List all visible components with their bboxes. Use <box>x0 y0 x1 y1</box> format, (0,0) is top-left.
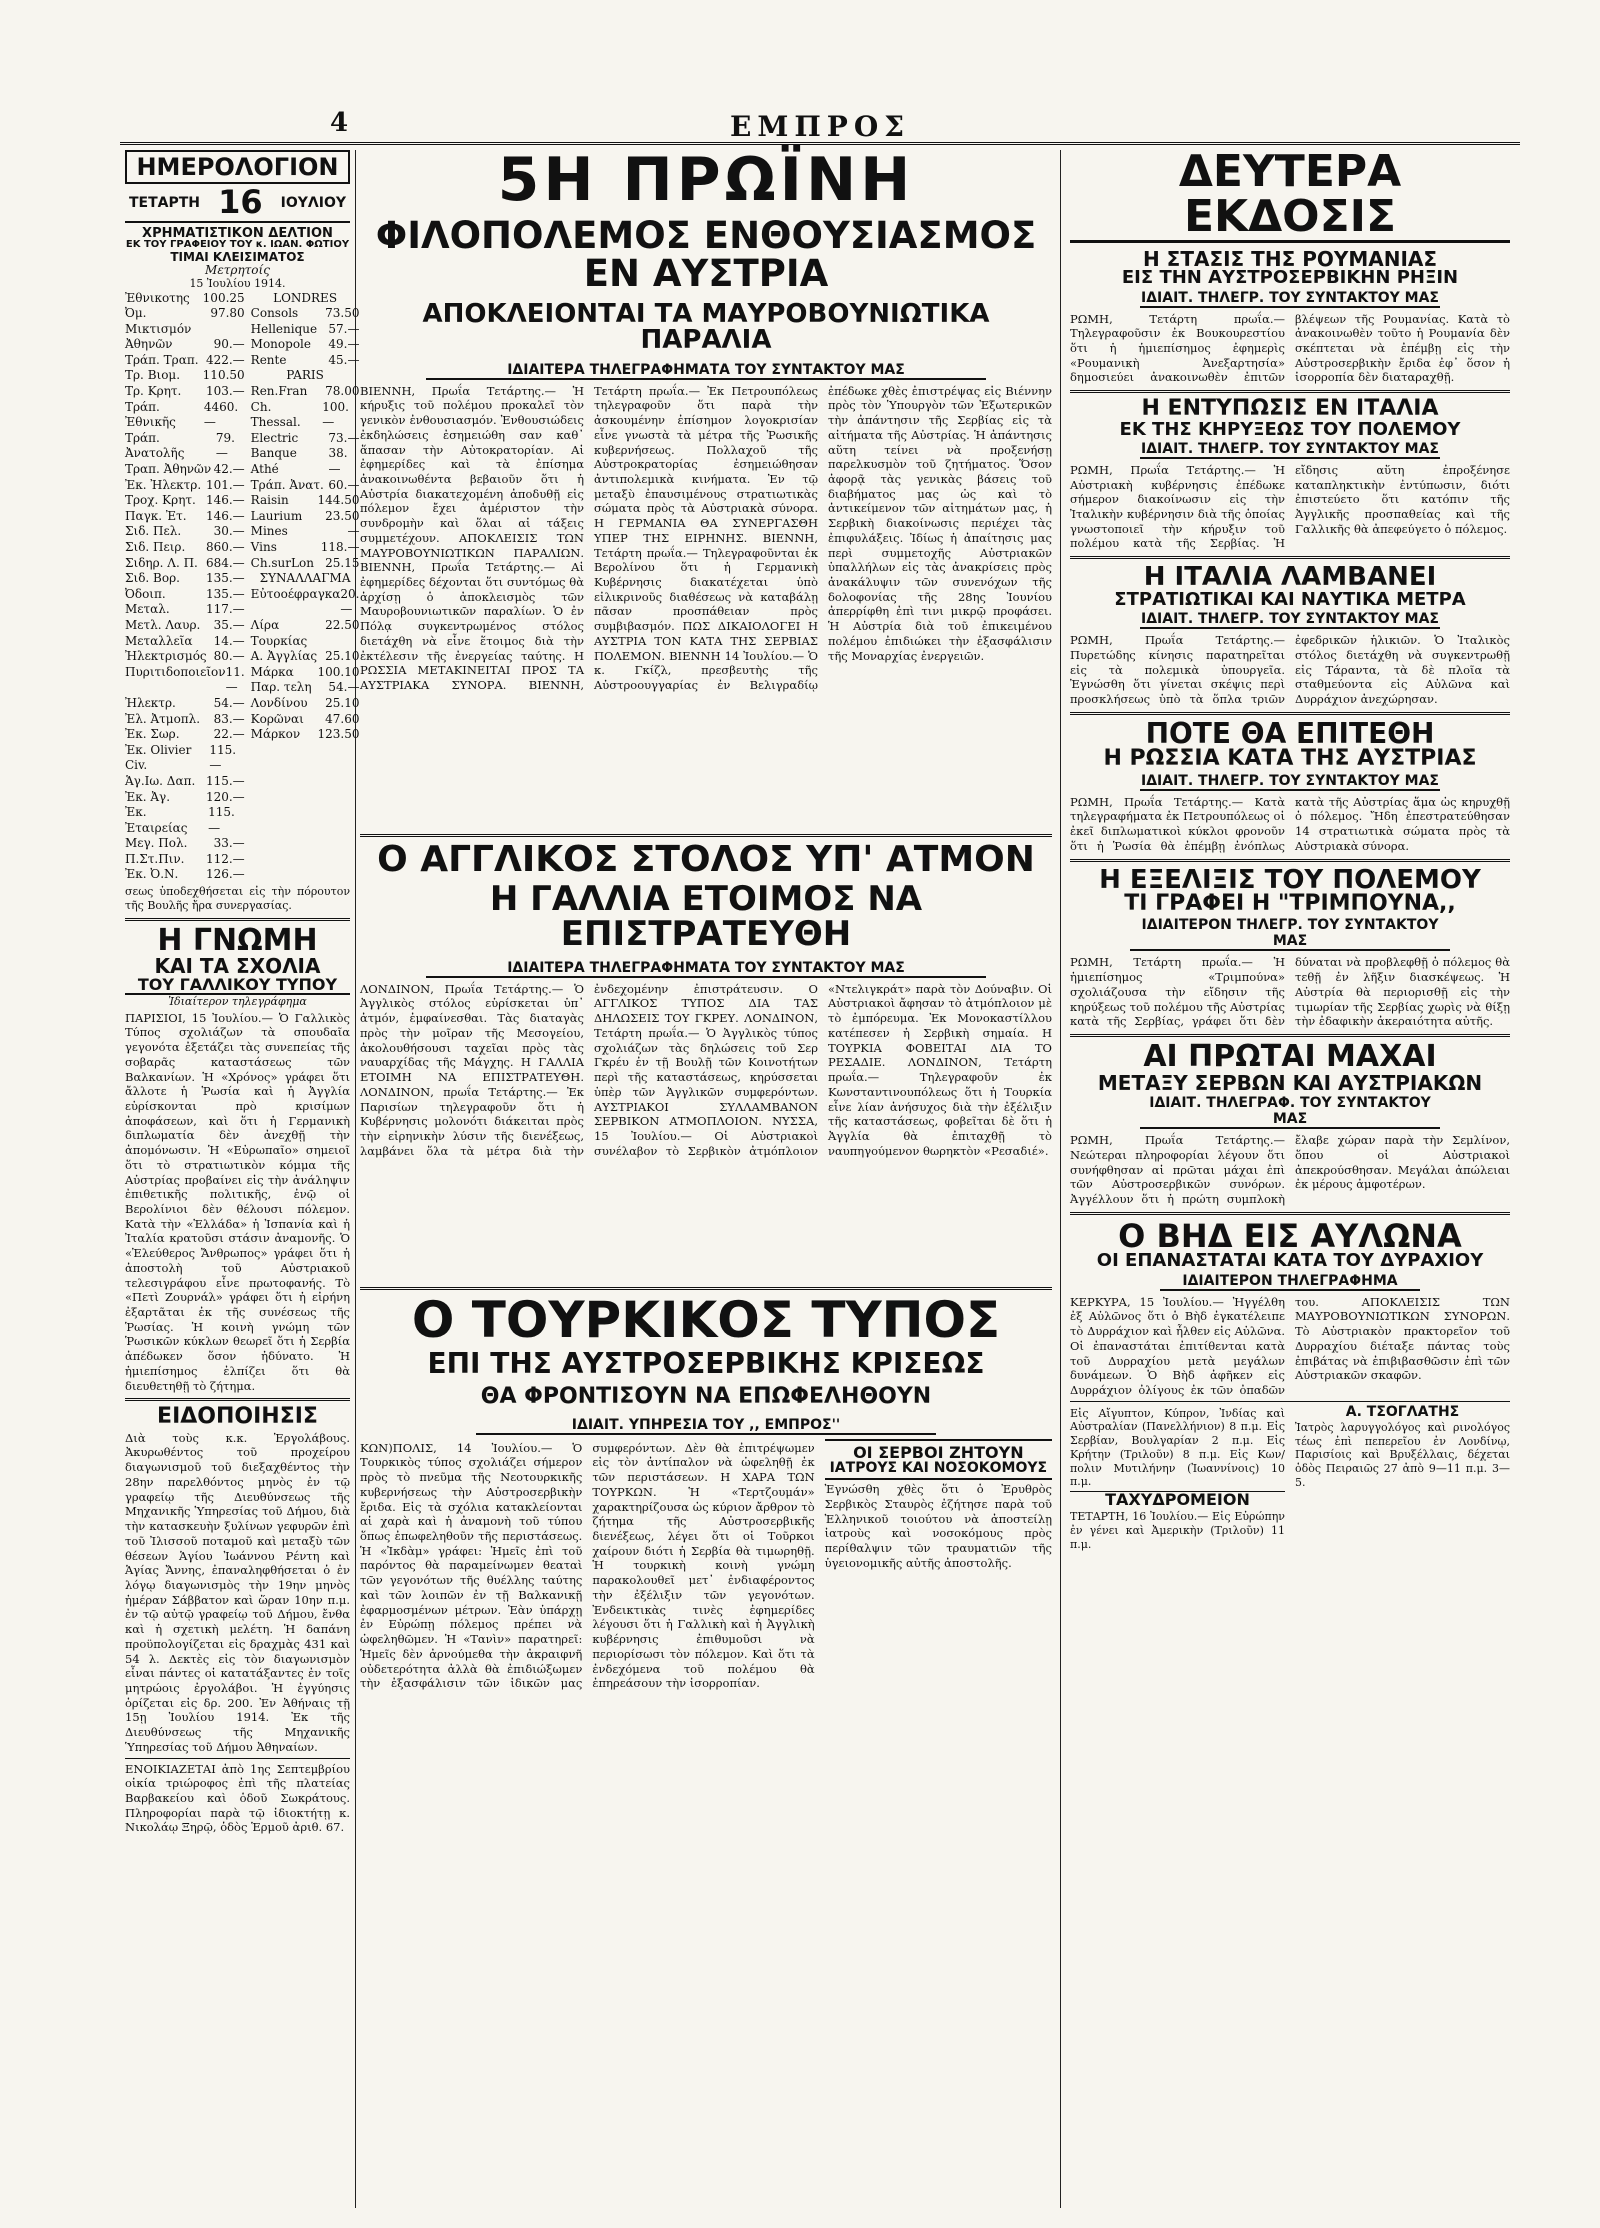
market-row-name: Μεταλ. <box>125 602 170 617</box>
russia-body: ΡΩΜΗ, Πρωΐα Τετάρτης.— Κατὰ τηλεγραφήματα ἐκ Πετρουπόλεως οἱ ἐκεῖ διπλωματικοὶ κύκλοι φρονοῦν ὅτι ἡ Ῥωσία θὰ ἐπέμβῃ ἐνόπλως κατὰ τῆς Αὐστρίας ἅμα ὡς κηρυχθῇ ὁ πόλεμος. Ἤδη ἐπεστρατεύθησαν 14 στρατιωτικὰ σώματα πρὸς τὰ Αὐστριακὰ σύνορα. <box>1070 794 1510 853</box>
market-row-name: Σιδ. Πελ. <box>125 524 182 539</box>
market-row <box>125 836 245 852</box>
market-row-value: 146.— <box>205 508 245 523</box>
turkish-headline-1: Ο ΤΟΥΡΚΙΚΟΣ ΤΥΠΟΣ <box>411 1290 1001 1349</box>
market-row-value: 115.— <box>208 805 235 835</box>
market-note: σεως ὑποδεχθήσεται εἰς τὴν πόρουτον τῆς Βουλῆς ἤρα συνεργασίας. <box>125 885 350 912</box>
market-row-name: Λίρα Τουρκίας <box>250 617 308 648</box>
market-row <box>251 696 360 712</box>
romania-body: ΡΩΜΗ, Τετάρτη πρωΐα.— Τηλεγραφοῦσιν ἐκ Βουκουρεστίου ὅτι ἡ ἡμιεπίσημος ἐφημερὶς «Ρουμανικὴ Ἀνεξαρτησία» δημοσιεύει ἀνακοινωθὲν ἐπιτῶν βλέψεων τῆς Ρουμανίας. Κατὰ τὸ ἀνακοινωθὲν τοῦτο ἡ Ρουμανία δὲν σκέπτεται νὰ ἐπέμβῃ εἰς τὴν Αὐστροσερβικὴν ἔριδα ἐφ᾽ ὅσον ἡ ἰσορροπία δὲν διαταραχθῇ. <box>1070 311 1510 385</box>
fleet-headline-1: Ο ΑΓΓΛΙΚΟΣ ΣΤΟΛΟΣ ΥΠ' ΑΤΜΟΝ <box>377 838 1035 880</box>
market-row <box>125 649 245 665</box>
paris-list <box>251 384 360 571</box>
market-row <box>125 743 245 774</box>
market-row <box>125 602 245 618</box>
market-row-value: 45.— <box>328 352 360 367</box>
market-row-name: Monopole <box>250 337 311 352</box>
market-row-name: Ch. Thessal. <box>250 399 301 430</box>
market-row-name: Σιδ. Πειρ. <box>125 540 186 555</box>
war-evolution-title-2: ΤΙ ΓΡΑΦΕΙ Η "ΤΡΙΜΠΟΥΝΑ,, <box>1124 891 1456 917</box>
russia-title-1: ΠΟΤΕ ΘΑ ΕΠΙΤΕΘΗ <box>1145 716 1435 750</box>
market-row-name: Τραπ. Ἀθηνῶν <box>125 462 212 477</box>
opinion-subtitle-2: ΤΟΥ ΓΑΛΛΙΚΟΥ ΤΥΠΟΥ <box>125 977 350 995</box>
fleet-body: ΛΟΝΔΙΝΟΝ, Πρωΐα Τετάρτης.— Ὁ Ἀγγλικὸς στόλος εὑρίσκεται ὑπ᾽ ἀτμόν, ἐμφαίνεσθαι. Τὰς διαταγὰς πρὸς τὴν μοῖραν τῆς Μεσογείου, ἀκολουθήσουσι ταχεῖαι πρὸς τὰς ναυαρχίδας τῆς Μάγχης. Η ΓΑΛΛΙΑ ΕΤΟΙΜΗ ΝΑ ΕΠΙΣΤΡΑΤΕΥΘΗ. ΛΟΝΔΙΝΟΝ, πρωΐα Τετάρτης.— Ἐκ Παρισίων τηλεγραφοῦν ὅτι ἡ Κυβέρνησις μολονότι διάκειται πρὸς τὴν εἰρηνικὴν λύσιν τῆς διενέξεως, λαμβάνει ὅλα τὰ μέτρα διὰ τὴν ἐνδεχομένην ἐπιστράτευσιν. Ο ΑΓΓΛΙΚΟΣ ΤΥΠΟΣ ΔΙΑ ΤΑΣ ΔΗΛΩΣΕΙΣ ΤΟΥ ΓΚΡΕΥ. ΛΟΝΔΙΝΟΝ, Τετάρτη πρωΐα.— Ὁ Ἀγγλικὸς τύπος σχολιάζων τὰς δηλώσεις τοῦ Σερ Γκρέυ ἐν τῇ Βουλῇ τῶν Κοινοτήτων περὶ τῆς καταστάσεως, κηρύσσεται ὑπὲρ τῶν Ἀγγλικῶν συμφερόντων. ΑΥΣΤΡΙΑΚΟΙ ΣΥΛΛΑΜΒΑΝΟΝ ΣΕΡΒΙΚΟΝ ΑΤΜΟΠΛΟΙΟΝ. ΝΥΣΣΑ, 15 Ἰουλίου.— Οἱ Αὐστριακοὶ συνέλαβον τὸ Σερβικὸν ἀτμόπλοιον «Ντελιγκράτ» παρὰ τὸν Δούναβιν. Οἱ Αὐστριακοὶ ἄφησαν τὸ ἀτμόπλοιον μὲ τὸ ἐμπόρευμα. Ἐκ Μονοκαστίλλου κατέπεσεν ἡ Σερβικὴ σημαία. Η ΤΟΥΡΚΙΑ ΦΟΒΕΙΤΑΙ ΔΙΑ ΤΟ ΡΕΣΑΔΙΕ. ΛΟΝΔΙΝΟΝ, Τετάρτη πρωΐα.— Τηλεγραφοῦν ἐκ Κωνσταντινουπόλεως ὅτι ἡ Τουρκία εἶνε λίαν ἀνήσυχος διὰ τὴν ἐξέλιξιν τῆς καταστάσεως, φοβεῖται δὲ ὅτι ἡ Ἀγγλία θὰ ἐπιταχθῇ τὸ ναυπηγούμενον θωρηκτὸν «Ρεσαδιέ». <box>360 981 1052 1158</box>
month: ΙΟΥΛΙΟΥ <box>280 194 346 211</box>
market-row-value: 100.10 <box>317 664 360 679</box>
wied-body: ΚΕΡΚΥΡΑ, 15 Ἰουλίου.— Ἠγγέλθη ἐξ Αὐλῶνος ὅτι ὁ Βὴδ ἐγκατέλειπε τὸ Δυρράχιον καὶ ἦλθεν εἰς Αὐλῶνα. Οἱ ἐπαναστάται ἐπιτίθενται κατὰ τοῦ Δυρραχίου μετὰ μεγάλων δυνάμεων. Ὁ Βὴδ ἀφῆκεν εἰς Δυρράχιον ὀλίγους ἐκ τῶν ὀπαδῶν του. ΑΠΟΚΛΕΙΣΙΣ ΤΩΝ ΜΑΥΡΟΒΟΥΝΙΩΤΙΚΩΝ ΣΥΝΟΡΩΝ. Τὸ Αὐστριακὸν πρακτορεῖον τοῦ Δυρραχίου διέταξε πάντας τοὺς ἐπιβάτας νὰ ἐπιβιβασθῶσιν ἐπὶ τῶν Αὐστριακῶν σκαφῶν. <box>1070 1294 1510 1397</box>
market-row <box>125 400 245 431</box>
opinion-byline: Ἰδιαίτερον τηλεγράφημα <box>168 994 307 1008</box>
romania-title-2: ΕΙΣ ΤΗΝ ΑΥΣΤΡΟΣΕΡΒΙΚΗΝ ΡΗΞΙΝ <box>1121 267 1459 289</box>
main-subhead: ΑΠΟΚΛΕΙΟΝΤΑΙ ΤΑ ΜΑΥΡΟΒΟΥΝΙΩΤΙΚΑ ΠΑΡΑΛΙΑ <box>422 298 990 356</box>
market-row <box>125 306 245 337</box>
market-row-name: Ἀθηνῶν <box>125 337 173 352</box>
doctor-ad <box>1295 1405 1510 1554</box>
page-number: 4 <box>330 108 349 138</box>
first-battles-byline: ΙΔΙΑΙΤ. ΤΗΛΕΓΡΑΦ. ΤΟΥ ΣΥΝΤΑΚΤΟΥ ΜΑΣ <box>1140 1095 1440 1129</box>
market-row-value: 103.— <box>205 384 245 399</box>
market-row-value: 422.— <box>205 352 245 367</box>
market-row <box>125 665 245 696</box>
serbs-title-1: ΟΙ ΣΕΡΒΟΙ ΖΗΤΟΥΝ <box>825 1439 1052 1461</box>
opinion-title: Η ΓΝΩΜΗ <box>157 922 318 958</box>
market-row-value: 101.— <box>205 477 245 492</box>
market-row-name: Ἐκ. Σωρ. <box>125 727 180 742</box>
turkish-section <box>360 1439 1052 2003</box>
market-row <box>251 478 360 494</box>
market-row-name: Τροχ. Κρητ. <box>125 493 196 508</box>
market-row-name: Τράπ. Τραπ. <box>125 352 199 367</box>
market-row <box>125 291 245 307</box>
market-row <box>125 774 245 790</box>
market-row-value: 73.— <box>328 430 360 445</box>
market-row-value: 30.— <box>213 524 245 539</box>
market-row-value: 11.— <box>225 664 245 695</box>
fleet-byline: ΙΔΙΑΙΤΕΡΑ ΤΗΛΕΓΡΑΦΗΜΑΤΑ ΤΟΥ ΣΥΝΤΑΚΤΟΥ ΜΑΣ <box>426 960 986 978</box>
market-row-value: 90.— <box>213 337 245 352</box>
first-battles-title-2: ΜΕΤΑΞΥ ΣΕΡΒΩΝ ΚΑΙ ΑΥΣΤΡΙΑΚΩΝ <box>1097 1070 1483 1095</box>
market-row <box>251 322 360 338</box>
market-row <box>251 587 360 618</box>
london-title: LONDRES <box>273 290 338 305</box>
market-row-name: Ἐκ. Olivier Civ. <box>125 742 192 773</box>
market-row <box>251 337 360 353</box>
opinion-body: ΠΑΡΙΣΙΟΙ, 15 Ἰουλίου.— Ὁ Γαλλικὸς Τύπος σχολιάζων τὰ σπουδαῖα γεγονότα ἐξετάζει τὰς συνεπείας τῆς σοβαρᾶς καταστάσεως τῶν Βαλκανίων. Ἡ «Χρόνος» γράφει ὅτι ἄλλοτε ἡ Ῥωσία καὶ ἡ Ἀγγλία εὑρίσκονται πρὸ κρισίμων ἀποφάσεων, καὶ ὅτι ἡ Γερμανικὴ διπλωματία δὲν ἀνεχθῇ τὴν ἀπομόνωσιν. Ἡ «Εὐρωπαῖο» σημειοῖ ὅτι τὸ στρατιωτικὸν κόμμα τῆς Αὐστρίας προβαίνει εἰς τὴν ἀνάληψιν ἐπιθετικῆς πολιτικῆς, ἐνῷ οἱ Βερολίνιοι δὲν θέλουσι πόλεμον. Κατὰ τὴν «Ἑλλάδα» ἡ Ἰσπανία καὶ ἡ Ἰταλία κρατοῦσι στάσιν ἀναμονῆς. Ὁ «Ἐλεύθερος Ἄνθρωπος» γράφει ὅτι ἡ ἀποστολὴ τοῦ Αὐστριακοῦ τελεσιγράφου εἶνε πρωτοφανής. Τὸ «Πετὶ Ζουρνάλ» γράφει ὅτι ἡ εἰρήνη ἐξαρτᾶται ἐκ τῆς συνέσεως τῆς Ῥωσίας. Ἡ κοινὴ γνώμη τῶν Ῥωσικῶν κύκλων θεωρεῖ ὅτι ἡ Σερβία ἀπέδωκεν ὅσον ἠδύνατο. Ἡ ἡμιεπίσημος ἐλπίζει ὅτι θὰ διευθετηθῇ τὸ ζήτημα. <box>125 1010 350 1393</box>
market-row-name: Μετλ. Λαυρ. <box>125 617 201 632</box>
market-row-name: Τράπ. Ἀνατολῆς <box>125 430 185 461</box>
calendar-title: ΗΜΕΡΟΛΟΓΙΟΝ <box>125 150 350 184</box>
post-title: ΤΑΧΥΔΡΟΜΕΙΟΝ <box>1070 1491 1285 1508</box>
edition-title: 5Η ΠΡΩΪΝΗ <box>497 145 915 215</box>
cash-label: Μετρητοίς <box>205 262 270 277</box>
market-row-value: 135.— <box>205 571 245 586</box>
market-row-name: Σιδ. Βορ. <box>125 571 180 586</box>
market-row-name: Raisin <box>250 493 289 508</box>
london-list <box>251 306 360 368</box>
market-row <box>125 431 245 462</box>
market-row-value: 126.— <box>205 867 245 882</box>
market-row-value: 57.— <box>328 321 360 336</box>
weekday: ΤΕΤΑΡΤΗ <box>129 194 201 211</box>
market-row-value: 4460.— <box>203 399 239 430</box>
market-row <box>125 493 245 509</box>
market-row-name: Παρ. τελη <box>250 680 312 695</box>
market-row <box>125 587 245 603</box>
italy-measures-title-2: ΣΤΡΑΤΙΩΤΙΚΑΙ ΚΑΙ ΝΑΥΤΙΚΑ ΜΕΤΡΑ <box>1114 588 1466 610</box>
market-tables <box>125 290 360 884</box>
right-column <box>1070 146 1510 2208</box>
market-row-value: 54.— <box>213 695 245 710</box>
market-row-value: 42.— <box>213 462 245 477</box>
market-row <box>125 540 245 556</box>
second-edition-title: ΔΕΥΤΕΡΑ ΕΚΔΟΣΙΣ <box>1070 150 1510 243</box>
main-headline: ΦΙΛΟΠΟΛΕΜΟΣ ΕΝΘΟΥΣΙΑΣΜΟΣ ΕΝ ΑΥΣΤΡΙΑ <box>375 214 1037 295</box>
masthead <box>120 108 1520 145</box>
market-row-value: 73.50 <box>325 306 360 321</box>
paper-name: ΕΜΠΡΟΣ <box>729 110 911 143</box>
market-row-value: 115.— <box>209 742 237 773</box>
market-row-name: Consols <box>250 306 299 321</box>
wied-title-1: Ο ΒΗΔ ΕΙΣ ΑΥΛΩΝΑ <box>1118 1216 1462 1255</box>
war-evolution-byline: ΙΔΙΑΙΤΕΡΟΝ ΤΗΛΕΓΡ. ΤΟΥ ΣΥΝΤΑΚΤΟΥ ΜΑΣ <box>1130 917 1450 951</box>
market-date: 15 Ἰουλίου 1914. <box>189 276 286 290</box>
market-row-value: 100.25 <box>202 290 245 305</box>
market-row-value: 20.— <box>340 586 360 617</box>
market-row <box>251 493 360 509</box>
market-row-name: Μάρκον <box>250 727 301 742</box>
market-row <box>251 712 360 728</box>
market-row-name: Ren.Fran <box>250 384 308 399</box>
market-row <box>125 384 245 400</box>
market-row <box>251 446 360 477</box>
italy-impression-title-1: Η ΕΝΤΥΠΩΣΙΣ ΕΝ ΙΤΑΛΙΑ <box>1141 396 1439 422</box>
market-row-value: 100.— <box>322 399 349 430</box>
market-row-name: Μεγ. Πολ. <box>125 836 188 851</box>
market-row-name: Ἠλεκτρισμός <box>125 649 207 664</box>
market-row-name: Ἐκ. Ὀ.Ν. <box>125 867 179 882</box>
market-row <box>125 805 245 836</box>
market-row-name: Τράπ. Ἀνατ. <box>250 477 324 492</box>
market-row-value: 83.— <box>213 711 245 726</box>
market-row <box>125 509 245 525</box>
war-evolution-title-1: Η ΕΞΕΛΙΞΙΣ ΤΟΥ ΠΟΛΕΜΟΥ <box>1099 864 1481 895</box>
serbs-title-2: ΙΑΤΡΟΥΣ ΚΑΙ ΝΟΣΟΚΟΜΟΥΣ <box>825 1461 1052 1480</box>
market-row-value: — <box>347 524 360 539</box>
market-row <box>251 556 360 572</box>
market-row <box>125 337 245 353</box>
notices-body: Διὰ τοὺς κ.κ. Ἐργολάβους. Ἀκυρωθέντος τοῦ προχείρου διαγωνισμοῦ τοῦ διεξαχθέντος τὴν 28ην παρελθόντος μηνὸς ἐν τῷ γραφείῳ τῆς Διευθύνσεως τῆς Μηχανικῆς Ὑπηρεσίας τοῦ Δήμου, διὰ τὴν κατασκευὴν ξυλίνων γεφυρῶν ἐπὶ τοῦ Ἰλισσοῦ ποταμοῦ καὶ μεταξὺ τῶν θέσεων Ἁγίου Ἰωάννου Ρέντη καὶ Ἁγίας Ἄννης, ἐπαναληφθήσεται ὁ ἐν λόγῳ διαγωνισμὸς τὴν 19ην μηνὸς ἡμέραν Σάββατον καὶ ὥραν 10ην π.μ. ἐν τῷ αὐτῷ γραφείῳ τοῦ Δήμου, ἔνθα καὶ ἡ σχετικὴ μελέτη. Ἡ δαπάνη προϋπολογίζεται εἰς δραχμὰς 431 καὶ 54 λ. Δεκτὲς εἰς τὸν διαγωνισμὸν εἶναι πάντες οἱ κατατάξαντες ἐν τοῖς μητρώοις ἐργολάβοι. Ἡ ἐγγύησις ὁρίζεται εἰς δρ. 200. Ἐν Ἀθήναις τῇ 15ῃ Ἰουλίου 1914. Ἐκ τῆς Διευθύνσεως τῆς Μηχανικῆς Ὑπηρεσίας τοῦ Δήμου Ἀθηναίων. <box>125 1430 350 1754</box>
market-row <box>125 790 245 806</box>
market-row-name: Τρ. Κρητ. <box>125 384 182 399</box>
market-row <box>125 462 245 478</box>
post-box <box>1070 1405 1285 1554</box>
italy-measures-title-1: Η ΙΤΑΛΙΑ ΛΑΜΒΑΝΕΙ <box>1143 562 1437 593</box>
serbs-box <box>825 1439 1052 2003</box>
column-rule <box>1060 150 1061 2208</box>
wied-title-2: ΟΙ ΕΠΑΝΑΣΤΑΤΑΙ ΚΑΤΑ ΤΟΥ ΔΥΡΑΧΙΟΥ <box>1096 1250 1484 1272</box>
bottom-notices <box>1070 1405 1510 1554</box>
italy-measures-body: ΡΩΜΗ, Πρωΐα Τετάρτης.— Πυρετώδης κίνησις παρατηρεῖται εἰς τὰ πολεμικὰ ὑπουργεῖα. Ἐγνώσθη ὅτι γίνεται σκέψις περὶ προσκλήσεως ὑπὸ τὰ ὅπλα τριῶν ἐφεδρικῶν ἡλικιῶν. Ὁ Ἰταλικὸς στόλος διετάχθη νὰ συγκεντρωθῇ εἰς Τάραντα, τὰ δὲ πλοῖα τὰ σταθμεύοντα εἰς Αὐλῶνα καὶ Δυρράχιον ἀνεχώρησαν. <box>1070 633 1510 706</box>
market-row-name: Α. Ἀγγλίας <box>250 649 318 664</box>
left-column <box>125 150 360 2208</box>
market-row <box>125 571 245 587</box>
market-row-name: Ἐθνικοτης <box>125 290 190 305</box>
market-row-value: 144.50 <box>317 493 360 508</box>
doctor-name: Α. ΤΣΟΓΛΑΤΗΣ <box>1345 1403 1460 1420</box>
market-row-value: 123.50 <box>317 727 360 742</box>
market-row-value: 115.— <box>205 773 245 788</box>
fx-list <box>251 587 360 743</box>
market-row <box>251 384 360 400</box>
day-number: 16 <box>218 183 263 222</box>
market-row <box>125 353 245 369</box>
market-row-value: 80.— <box>213 649 245 664</box>
market-row-name: Ἁγ.Ιω. Δαπ. <box>125 773 196 788</box>
market-row-name: Mines <box>250 524 288 539</box>
market-row-name: Ἐκ. Ἀγ. <box>125 789 171 804</box>
market-row <box>251 680 360 696</box>
market-row-name: Πυριτιδοποιεῖον <box>125 664 226 679</box>
market-row <box>251 431 360 447</box>
market-row-name: Ἐλ. Ἀτμοπλ. <box>125 711 201 726</box>
mail-times: Εἰς Αἴγυπτον, Κύπρον, Ἰνδίας καὶ Αὐστραλίαν (Πανελλήνιον) 8 π.μ. Εἰς Σερβίαν, Βουλγαρίαν 2 π.μ. Εἰς Κρήτην (Τριλοῦν) 8 π.μ. Εἰς Κων/πολιν Μυτιλήνην (Ἰωαννίνοις) 10 π.μ. <box>1070 1406 1285 1489</box>
market-row-value: 860.— <box>205 540 245 555</box>
notices-title: ΕΙΔΟΠΟΙΗΣΙΣ <box>157 1404 318 1430</box>
market-row-name: Ch.surLon <box>250 555 314 570</box>
market-row <box>251 509 360 525</box>
rent-notice: ΕΝΟΙΚΙΑΖΕΤΑΙ ἀπὸ 1ης Σεπτεμβρίου οἰκία τριώροφος ἐπὶ τῆς πλατείας Βαρβακείου καὶ ὁδοῦ Σωκράτους. Πληροφορίαι παρὰ τῷ ἰδιοκτήτῃ κ. Νικολάῳ Ξηρῷ, ὁδὸς Ἑρμοῦ ἀριθ. 67. <box>125 1761 350 1835</box>
market-row-name: Ἐκ. Ἐταιρείας <box>125 805 188 835</box>
market-row-name: Μεταλλεῖα <box>125 633 193 648</box>
market-row-name: Ἐκ. Ἠλεκτρ. <box>125 477 202 492</box>
market-row <box>251 727 360 743</box>
market-row-value: 117.— <box>205 602 245 617</box>
market-row-value: 54.— <box>328 680 360 695</box>
market-row <box>251 524 360 540</box>
doctor-body: Ἰατρὸς λαρυγγολόγος καὶ ρινολόγος τέως ἐπὶ πεπερεῖου ἐν Λονδίνῳ, Παρισίοις καὶ Βρυξέλλαις, δέχεται ὁδὸς Πειραιῶς 27 ἀπὸ 9—11 π.μ. 3—5. <box>1295 1420 1510 1489</box>
market-row-name: Π.Στ.Πιν. <box>125 851 185 866</box>
market-row-name: Μάρκα <box>250 664 294 679</box>
market-row-name: Banque Athé <box>250 446 297 477</box>
market-row-value: 38.— <box>328 446 348 477</box>
market-row <box>125 867 245 883</box>
market-row-name: Κορῶναι <box>250 711 304 726</box>
market-row-value: 110.50 <box>202 368 245 383</box>
calendar-date <box>125 184 350 223</box>
market-row-name: Ὀδοιπ. <box>125 586 166 601</box>
turkish-byline: ΙΔΙΑΙΤ. ΥΠΗΡΕΣΙΑ ΤΟΥ ,, ΕΜΠΡΟΣ'' <box>476 1417 936 1435</box>
market-title: ΧΡΗΜΑΤΙΣΤΙΚΟΝ ΔΕΛΤΙΟΝ <box>142 226 333 242</box>
italy-impression-body: ΡΩΜΗ, Πρωΐα Τετάρτης.— Ἡ Αὐστριακὴ κυβέρνησις ἐπέδωκε σήμερον διακοίνωσιν εἰς τὴν Ἰταλικὴν κυβέρνησιν διὰ τῆς ὁποίας γνωστοποιεῖ τὴν κήρυξιν τοῦ πολέμου κατὰ τῆς Σερβίας. Ἡ εἴδησις αὕτη ἐπροξένησε καταπληκτικὴν ἐντύπωσιν, διότι ἐπιστεύετο ὅτι κατόπιν τῆς Ἀγγλικῆς προσπαθείας καὶ τῆς Γαλλικῆς θὰ ἀπεφεύγετο ὁ πόλεμος. <box>1070 462 1510 551</box>
prices-title: ΤΙΜΑΙ ΚΛΕΙΣΙΜΑΤΟΣ <box>170 249 305 264</box>
market-subtitle: ΕΚ ΤΟΥ ΓΡΑΦΕΙΟΥ ΤΟΥ κ. ΙΩΑΝ. ΦΩΤΙΟΥ <box>125 239 350 251</box>
opinion-subtitle-1: ΚΑΙ ΤΑ ΣΧΟΛΙΑ <box>154 954 321 979</box>
first-battles-body: ΡΩΜΗ, Πρωΐα Τετάρτης.— Νεώτεραι πληροφορίαι λέγουν ὅτι συνήφθησαν αἱ πρῶται μάχαι ἐπὶ τῶν Αὐστροσερβικῶν συνόρων. Ἀγγέλλουν ὅτι ἡ πρώτη συμπλοκὴ ἔλαβε χώραν παρὰ τὴν Σεμλίνον, ὅπου οἱ Αὐστριακοὶ ἀπεκρούσθησαν. Μεγάλαι ἀπώλειαι ἐκ μέρους ἀμφοτέρων. <box>1070 1133 1510 1206</box>
market-row-value: 79.— <box>215 430 235 461</box>
russia-byline: ΙΔΙΑΙΤ. ΤΗΛΕΓΡ. ΤΟΥ ΣΥΝΤΑΚΤΟΥ ΜΑΣ <box>1141 772 1439 789</box>
market-row-name: Λονδίνου <box>250 695 308 710</box>
market-row-value: 14.— <box>213 633 245 648</box>
market-row-value: 35.— <box>213 617 245 632</box>
market-row-value: 78.00 <box>325 384 360 399</box>
market-row <box>125 712 245 728</box>
market-row-value: 22.50 <box>325 617 360 632</box>
market-row <box>251 649 360 665</box>
romania-title-1: Η ΣΤΑΣΙΣ ΤΗΣ ΡΟΥΜΑΝΙΑΣ <box>1142 246 1438 271</box>
market-row-value: 118.— <box>320 540 360 555</box>
market-row <box>125 368 245 384</box>
market-row-value: 25.10 <box>325 695 360 710</box>
market-row <box>125 634 245 650</box>
market-row-value: 49.— <box>328 337 360 352</box>
market-row <box>251 400 360 431</box>
center-column <box>360 145 1052 2208</box>
wied-byline: ΙΔΙΑΙΤΕΡΟΝ ΤΗΛΕΓΡΑΦΗΜΑ <box>1160 1273 1420 1291</box>
italy-impression-title-2: ΕΚ ΤΗΣ ΚΗΡΥΞΕΩΣ ΤΟΥ ΠΟΛΕΜΟΥ <box>1119 418 1461 440</box>
market-row-name: Τρ. Βιομ. <box>125 368 181 383</box>
post-body: ΤΕΤΑΡΤΗ, 16 Ἰουλίου.— Εἰς Εὐρώπην ἐν γένει καὶ Ἀμερικὴν (Τριλοῦν) 11 π.μ. <box>1070 1510 1285 1551</box>
market-row-value: 33.— <box>213 836 245 851</box>
market-row-name: Εὐτοοέφραγκα <box>250 586 341 601</box>
turkish-body: ΚΩΝ)ΠΟΛΙΣ, 14 Ἰουλίου.— Ὁ Τουρκικὸς τύπος σχολιάζει σήμερον πρὸς τὸ πνεῦμα τῆς Νεοτουρκικῆς κυβερνήσεως τὴν Αὐστροσερβικὴν ἔριδα. Εἰς τὰ σχόλια κατακλείονται αἱ χαρὰ καὶ ἡ ἀναμονὴ τοῦ τύπου ὅπως ἐπωφεληθοῦν τῆς περιστάσεως. Ἡ «Ἰκδὰμ» γράφει: Ἡμεῖς ἐπὶ τοῦ παρόντος θὰ παραμείνωμεν θεαταὶ τῶν γεγονότων τῆς θυέλλης ταύτης καὶ τῶν λοιπῶν ἐν τῇ Βαλκανικῇ ἐφαρμοσμένων μέτρων. Ἐὰν ὑπάρχῃ ἐν Εὐρώπῃ πόλεμος πρέπει νὰ ὠφεληθῶμεν. Ἡ «Τανὶν» παρατηρεῖ: Ἡμεῖς δὲν ἀρνούμεθα τὴν ἀκραιφνῆ οὐδετερότητα ἀλλὰ θὰ ἐπιδιώξωμεν τὴν ἐξασφάλισιν τῶν ἰδικῶν μας συμφερόντων. Δὲν θὰ ἐπιτρέψωμεν εἰς τὸν ἀντίπαλον νὰ ὠφεληθῇ ἐκ τῶν περιστάσεων. Η ΧΑΡΑ ΤΩΝ ΤΟΥΡΚΩΝ. Ἡ «Τερτζουμάν» χαρακτηρίζουσα ὡς κύριον ἄρθρον τὸ ζήτημα τῆς Αὐστροσερβικῆς διενέξεως, λέγει ὅτι οἱ Τοῦρκοι χαίρουν διότι ἡ Σερβία θὰ τιμωρηθῇ. Ἡ τουρκικὴ κοινὴ γνώμη παρακολουθεῖ μετ᾽ ἐνδιαφέροντος τὴν ἐξέλιξιν τῶν γεγονότων. Ἐνδεικτικὰς τινὲς ἐφημερίδες λέγουσι ὅτι ἡ Γαλλικὴ καὶ ἡ Ἀγγλικὴ κυβέρνησις ἐπιθυμοῦσι νὰ περιορίσωσι τὸν πόλεμον. Καὶ ὅτι τὰ ἐνδεχόμενα τοῦ πολέμου θὰ ἐπηρεάσουν τὴν ἰσορροπίαν. <box>360 1440 815 1691</box>
market-row-name: Electric <box>250 430 299 445</box>
market-row-value: 120.— <box>205 789 245 804</box>
market-row-value: 135.— <box>205 586 245 601</box>
market-row-name: Laurium <box>250 508 303 523</box>
turkish-headline-3: ΘΑ ΦΡΟΝΤΙΣΟΥΝ ΝΑ ΕΠΩΦΕΛΗΘΟΥΝ <box>480 1384 932 1410</box>
market-row <box>125 852 245 868</box>
market-row-value: 60.— <box>328 477 360 492</box>
market-row <box>251 618 360 649</box>
main-story-body: ΒΙΕΝΝΗ, Πρωΐα Τετάρτης.— Ἡ κήρυξις τοῦ πολέμου προκαλεῖ τὸν γενικὸν ἐνθουσιασμόν. Ἐνθουσιώδεις ἐκδηλώσεις ἐσημειώθη σαν καθ᾽ ἅπασαν τὴν Αὐτοκρατορίαν. Αἱ ἐφημερίδες καὶ τὰ ἐπίσημα ἀνακοινωθέντα βεβαιοῦν ὅτι ἡ Αὐστρία διακατεχομένη ἀποδυθῇ εἰς πόλεμον ἔχει ἀμέριστον τὴν συνδρομὴν καὶ ὅλαι αἱ τάξεις συμμετέχουν. ΑΠΟΚΛΕΙΣΙΣ ΤΩΝ ΜΑΥΡΟΒΟΥΝΙΩΤΙΚΩΝ ΠΑΡΑΛΙΩΝ. ΒΙΕΝΝΗ, Πρωΐα Τετάρτης.— Αἱ ἐφημερίδες δέχονται ὅτι συντόμως θὰ ἀρχίσῃ ὁ ἀποκλεισμὸς τῶν Μαυροβουνιωτικῶν παραλίων. Ὁ ἐν Πόλᾳ συγκεντρωμένος στόλος διετάχθη νὰ εἶνε ἕτοιμος διὰ τὴν ἐκτέλεσιν τῆς ἐνεργείας ταύτης. Η ΡΩΣΣΙΑ ΜΕΤΑΚΙΝΕΙΤΑΙ ΠΡΟΣ ΤΑ ΑΥΣΤΡΙΑΚΑ ΣΥΝΟΡΑ. ΒΙΕΝΝΗ, Τετάρτη πρωΐα.— Ἐκ Πετρουπόλεως τηλεγραφοῦν ὅτι παρὰ τὴν ἀσκουμένην ἐπίσημον λογοκρισίαν εἶνε γνωστὰ τὰ μέτρα τῆς Ῥωσικῆς κυβερνήσεως. Πολλαχοῦ τῆς Αὐστροκρατορίας ἐσημειώθησαν ἀντιπολεμικὰ κινήματα. Ἐν τῷ μεταξὺ ἐπαυσιμένους στρατιωτικὰς σώματα πρὸς τὰ Αὐστριακὰ σύνορα. Η ΓΕΡΜΑΝΙΑ ΘΑ ΣΥΝΕΡΓΑΣΘΗ ΥΠΕΡ ΤΗΣ ΕΙΡΗΝΗΣ. ΒΙΕΝΝΗ, Τετάρτη πρωΐα.— Τηλεγραφοῦνται ἐκ Βερολίνου ὅτι ἡ Γερμανικὴ Κυβέρνησις διακατέχεται ὑπὸ εἰλικρινοῦς διαθέσεως νὰ καταβάλῃ πᾶσαν προσπάθειαν πρὸς συμβιβασμόν. ΠΩΣ ΔΙΚΑΙΟΛΟΓΕΙ Η ΑΥΣΤΡΙΑ ΤΟΝ ΚΑΤΑ ΤΗΣ ΣΕΡΒΙΑΣ ΠΟΛΕΜΟΝ. ΒΙΕΝΝΗ 14 Ἰουλίου.— Ὁ κ. Γκίζλ, πρεσβευτὴς τῆς Αὐστροουγγαρίας ἐν Βελιγραδίῳ ἐπέδωκε χθὲς ἐπιστρέψας εἰς Βιέννην πρὸς τὸν Ὑπουργὸν τῶν Ἐξωτερικῶν τὴν ἀπάντησιν τῆς Σερβίας εἰς τὰ αἰτήματα τῆς Αὐστρίας. Ἡ ἀπάντησις αὕτη τείνει νὰ προξενήσῃ παρελκυσμὸν τοῦ ζητήματος. Ὅσον ἀφορᾷ τὰς γενικὰς βάσεις τοῦ διαβήματος μας ὡς καὶ τὸ ἀντικείμενον τῶν αἰτημάτων μας, ἡ Σερβικὴ διακοίνωσις περιέχει τὰς ἐπιφυλάξεις. Ἰδίως ἡ ἀπαίτησις μας περὶ συμμετοχῆς Αὐστριακῶν ὑπαλλήλων εἰς τὰς ἀνακρίσεις πρὸς ἀνακάλυψιν τῶν συνενόχων τῆς δολοφονίας τῆς 28ης Ἰουνίου ἀπερρίφθη ἐπὶ τινι μικρῷ προφάσει. Ἡ Αὐστρία διὰ τοῦ ἐπικειμένου πολέμου ἐπιδιώκει τὴν ἐξασφάλισιν τῆς Μοναρχίας ἐνεργειῶν. <box>360 383 1052 693</box>
foreign-lists <box>251 291 360 884</box>
market-row <box>125 556 245 572</box>
market-row <box>125 696 245 712</box>
market-row-name: Hellenique <box>250 321 318 336</box>
market-row <box>125 478 245 494</box>
market-row <box>125 727 245 743</box>
market-row-name: Rente <box>250 352 287 367</box>
paris-title: PARIS <box>286 368 324 383</box>
market-row <box>125 618 245 634</box>
market-row <box>125 524 245 540</box>
italy-measures-byline: ΙΔΙΑΙΤ. ΤΗΛΕΓΡ. ΤΟΥ ΣΥΝΤΑΚΤΟΥ ΜΑΣ <box>1141 611 1439 628</box>
market-row <box>251 306 360 322</box>
market-row-value: 146.— <box>205 493 245 508</box>
turkish-headline-2: ΕΠΙ ΤΗΣ ΑΥΣΤΡΟΣΕΡΒΙΚΗΣ ΚΡΙΣΕΩΣ <box>427 1346 985 1380</box>
fleet-headline-2: Η ΓΑΛΛΙΑ ΕΤΟΙΜΟΣ ΝΑ ΕΠΙΣΤΡΑΤΕΥΘΗ <box>489 879 923 955</box>
market-row-name: Τράπ. Ἐθνικῆς <box>125 399 176 430</box>
market-row-value: 23.50 <box>325 508 360 523</box>
main-byline: ΙΔΙΑΙΤΕΡΑ ΤΗΛΕΓΡΑΦΗΜΑΤΑ ΤΟΥ ΣΥΝΤΑΚΤΟΥ ΜΑΣ <box>426 362 986 380</box>
russia-title-2: Η ΡΩΣΣΙΑ ΚΑΤΑ ΤΗΣ ΑΥΣΤΡΙΑΣ <box>1103 746 1477 772</box>
market-row-value: 47.60 <box>325 711 360 726</box>
market-row <box>251 353 360 369</box>
fx-title: ΣΥΝΑΛΛΑΓΜΑ <box>259 571 351 586</box>
market-row-name: Παγκ. Ἐτ. <box>125 508 187 523</box>
market-row-name: Vins <box>250 540 277 555</box>
market-row-value: 25.15 <box>325 555 360 570</box>
market-row-value: 25.10 <box>325 649 360 664</box>
stock-list <box>125 291 245 884</box>
italy-impression-byline: ΙΔΙΑΙΤ. ΤΗΛΕΓΡ. ΤΟΥ ΣΥΝΤΑΚΤΟΥ ΜΑΣ <box>1141 440 1439 457</box>
war-evolution-body: ΡΩΜΗ, Τετάρτη πρωΐα.— Ἡ ἡμιεπίσημος «Τριμπούνα» σχολιάζουσα τὴν εἴδησιν τῆς κηρύξεως τοῦ πολέμου τῆς Αὐστρίας κατὰ τῆς Σερβίας, γράφει ὅτι δὲν δύναται νὰ προβλεφθῇ ὁ πόλεμος θὰ τεθῇ ἐν λῆξιν διασκέψεως. Ἡ Αὐστρία θὰ περιορισθῇ εἰς τὴν τιμωρίαν τῆς Σερβίας χωρὶς νὰ θίξῃ τὴν ἐδαφικὴν ἀκεραιότητα αὐτῆς. <box>1070 955 1510 1029</box>
romania-byline: ΙΔΙΑΙΤ. ΤΗΛΕΓΡ. ΤΟΥ ΣΥΝΤΑΚΤΟΥ ΜΑΣ <box>1141 289 1439 306</box>
market-row-value: 22.— <box>213 727 245 742</box>
market-row-value: 684.— <box>205 555 245 570</box>
market-row-value: 112.— <box>205 851 245 866</box>
market-row <box>251 540 360 556</box>
market-row-value: 97.80 <box>210 306 245 321</box>
market-row-name: Σιδηρ. Λ. Π. <box>125 555 198 570</box>
market-row <box>251 665 360 681</box>
market-row-name: Ὀμ. Μικτισμόν <box>125 306 192 336</box>
market-row-name: Ἠλεκτρ. <box>125 695 176 710</box>
first-battles-title-1: ΑΙ ΠΡΩΤΑΙ ΜΑΧΑΙ <box>1143 1039 1437 1075</box>
serbs-body: Ἐγνώσθη χθὲς ὅτι ὁ Ἐρυθρὸς Σερβικὸς Σταυρὸς ἐζήτησε παρὰ τοῦ Ἑλληνικοῦ τοιούτου νὰ ἀποστείλῃ ἰατροὺς καὶ νοσοκόμους πρὸς περίθαλψιν τῶν τραυματιῶν τῆς ὑγειονομικῆς αὐτῆς ἀποστολῆς. <box>824 1482 1052 1570</box>
